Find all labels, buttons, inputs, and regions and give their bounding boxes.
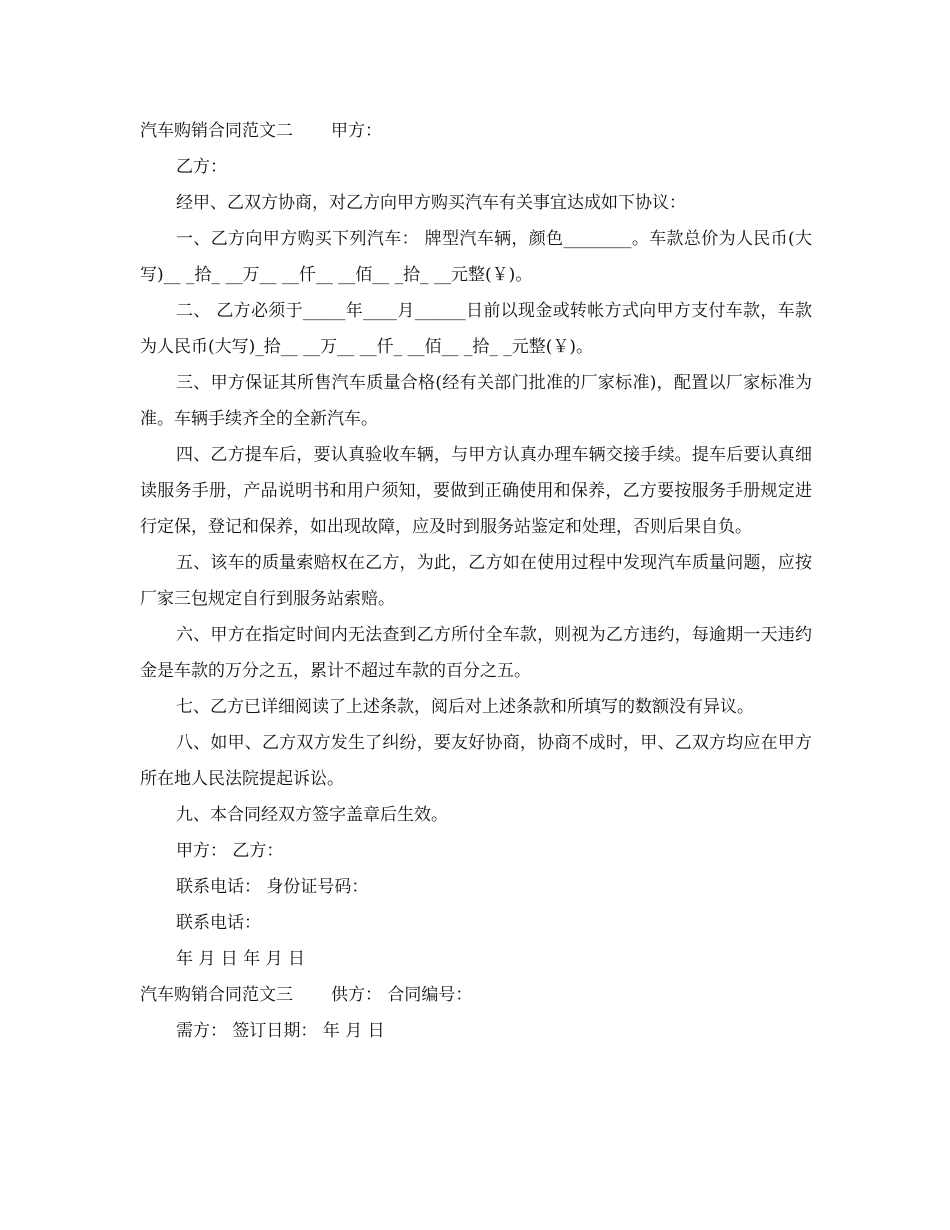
- clause-4: 四、乙方提车后，要认真验收车辆，与甲方认真办理车辆交接手续。提车后要认真细读服务手册，产品说明书和用户须知，要做到正确使用和保养，乙方要按服务手册规定进行定保，登记和保养，如出现故障，应及时到服务站鉴定和处理，否则后果自负。: [140, 445, 812, 537]
- clause-5: 五、该车的质量索赔权在乙方，为此，乙方如在使用过程中发现汽车质量问题，应按厂家三包规定自行到服务站索赔。: [140, 553, 812, 609]
- section3-parties: 供方： 合同编号：: [331, 985, 473, 1005]
- contact-phone: 联系电话：: [176, 913, 261, 933]
- clause-9: 九、本合同经双方签字盖章后生效。: [176, 805, 448, 825]
- clause-8: 八、如甲、乙方双方发生了纠纷，要友好协商，协商不成时，甲、乙双方均应在甲方所在地人民法院提起诉讼。: [140, 733, 812, 789]
- clause-6: 六、甲方在指定时间内无法查到乙方所付全车款，则视为乙方违约，每逾期一天违约金是车款的万分之五，累计不超过车款的百分之五。: [140, 625, 812, 681]
- clause-7: 七、乙方已详细阅读了上述条款，阅后对上述条款和所填写的数额没有异议。: [176, 697, 754, 717]
- signature-parties: 甲方： 乙方：: [176, 841, 284, 861]
- party-b-line: 乙方：: [176, 157, 227, 177]
- section3-buyer-line: 需方： 签订日期： 年 月 日: [176, 1021, 385, 1041]
- section3-heading-line: [140, 977, 812, 1013]
- clause-1: 一、乙方向甲方购买下列汽车： 牌型汽车辆，颜色________。车款总价为人民币(大写)__ _拾_ __万__ __仟__ __佰__ _拾_ __元整(￥)。: [140, 229, 812, 285]
- contact-phone-id: 联系电话： 身份证号码：: [176, 877, 369, 897]
- signing-dates: 年 月 日 年 月 日: [176, 949, 306, 969]
- section3-title: 汽车购销合同范文三: [140, 985, 293, 1005]
- section2-title: 汽车购销合同范文二: [140, 121, 293, 141]
- clause-2: 二、 乙方必须于_____年____月______日前以现金或转帐方式向甲方支付车款，车款为人民币(大写)_拾__ __万__ __仟_ __佰__ _拾_ _元整(￥)。: [140, 301, 812, 357]
- document-body: [140, 113, 812, 1049]
- clause-3: 三、甲方保证其所售汽车质量合格(经有关部门批准的厂家标准)，配置以厂家标准为准。车辆手续齐全的全新汽车。: [140, 373, 812, 429]
- intro-paragraph: 经甲、乙双方协商，对乙方向甲方购买汽车有关事宜达成如下协议：: [176, 193, 686, 213]
- section2-heading-line: [140, 113, 812, 149]
- section2-party-a: 甲方：: [331, 121, 382, 141]
